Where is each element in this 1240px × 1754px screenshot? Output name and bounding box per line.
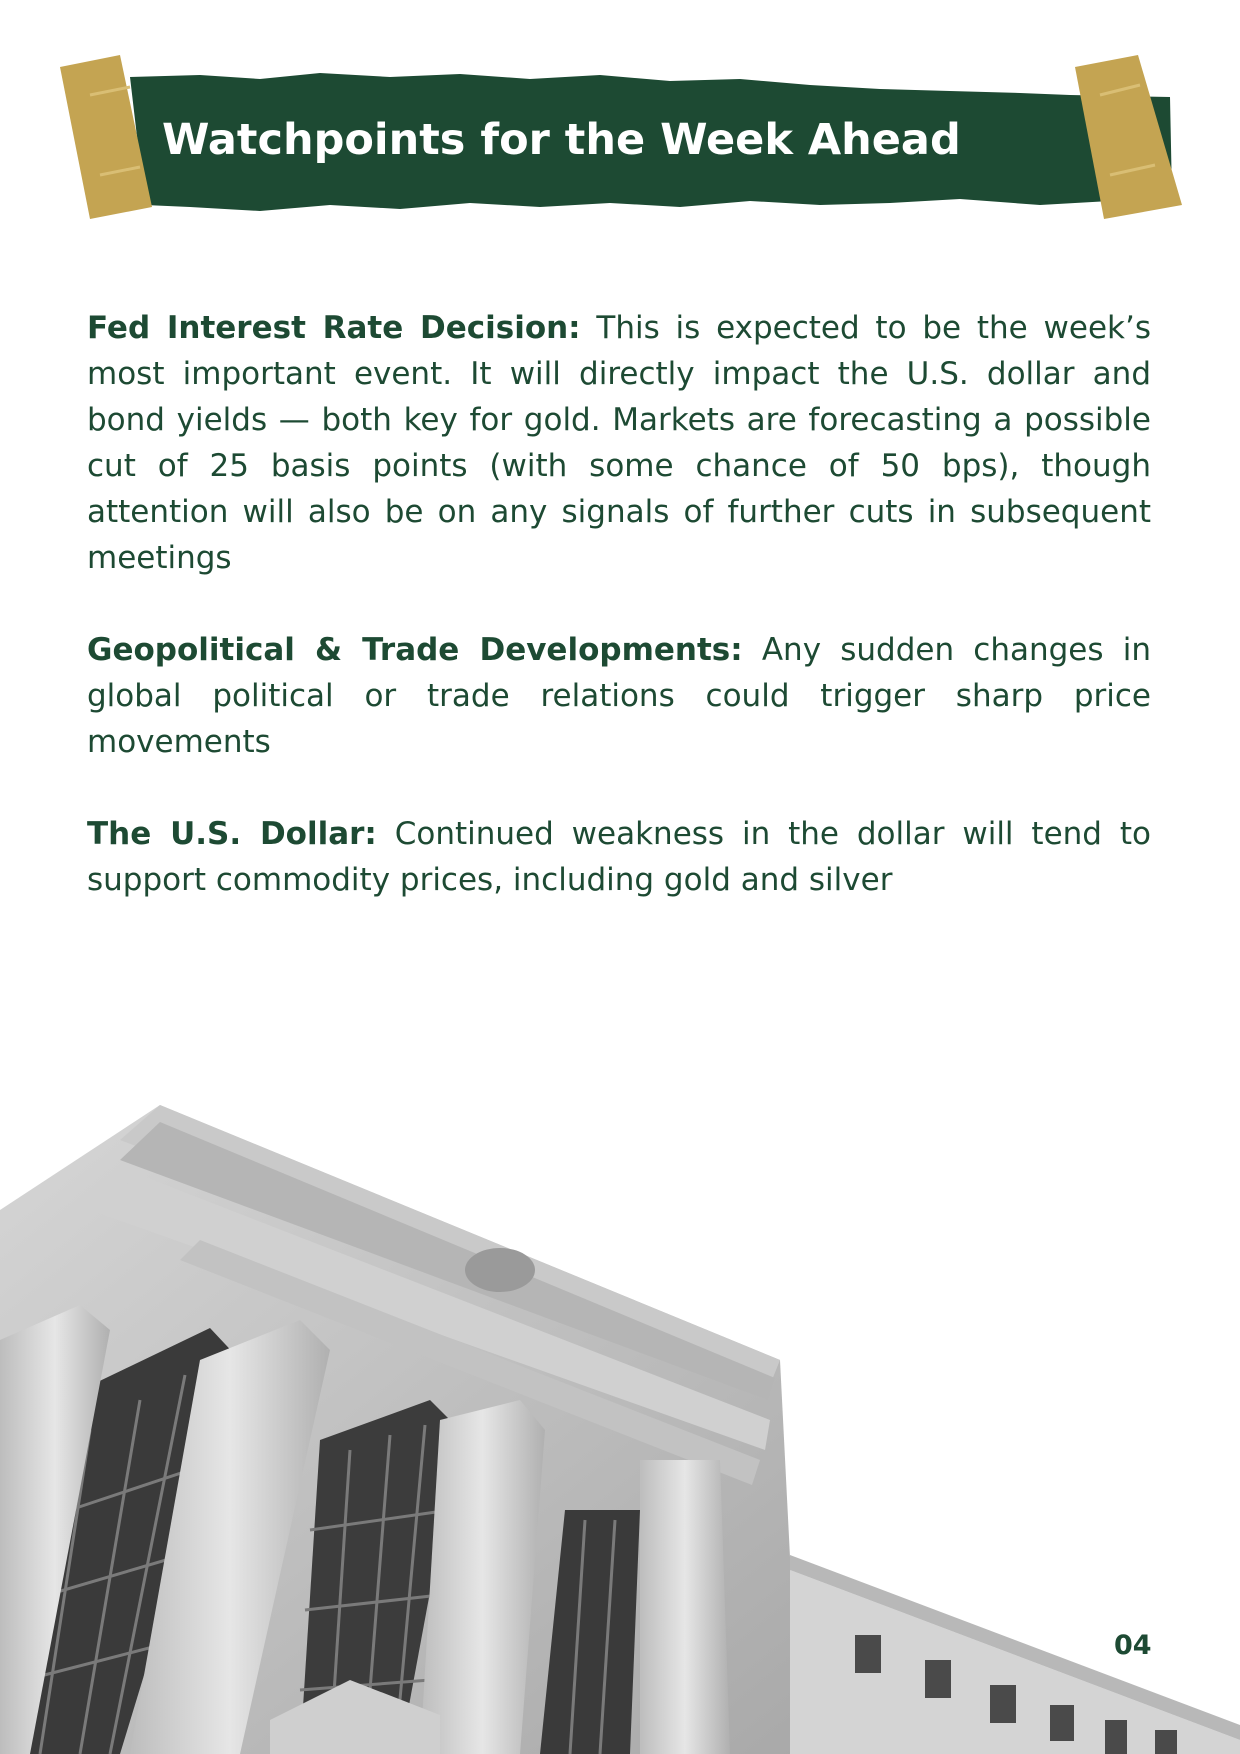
content bbox=[87, 305, 1151, 949]
page-number: 04 bbox=[1114, 1630, 1152, 1661]
watchpoint-dollar bbox=[87, 811, 1151, 903]
item-lead: Fed Interest Rate Decision: bbox=[87, 310, 581, 346]
item-text: Any sudden changes in global political or trade relations could trigger sharp price movements bbox=[87, 632, 1151, 760]
watchpoint-fed bbox=[87, 305, 1151, 581]
item-text: Continued weakness in the dollar will tend to support commodity prices, including gold and silver bbox=[87, 816, 1151, 898]
item-text: This is expected to be the week’s most important event. It will directly impact the U.S. dollar and bond yields — both key for gold. Markets are forecasting a possible cut of 25 basis points (with some chance of 50 bps), though attention will also be on any signals of further cuts in subsequent meetings bbox=[87, 310, 1151, 576]
title-banner bbox=[60, 55, 1185, 250]
page-title: Watchpoints for the Week Ahead bbox=[162, 115, 961, 165]
federal-building-image bbox=[0, 1100, 1240, 1754]
item-lead: Geopolitical & Trade Developments: bbox=[87, 632, 743, 668]
item-lead: The U.S. Dollar: bbox=[87, 816, 377, 852]
watchpoint-geopolitical bbox=[87, 627, 1151, 765]
